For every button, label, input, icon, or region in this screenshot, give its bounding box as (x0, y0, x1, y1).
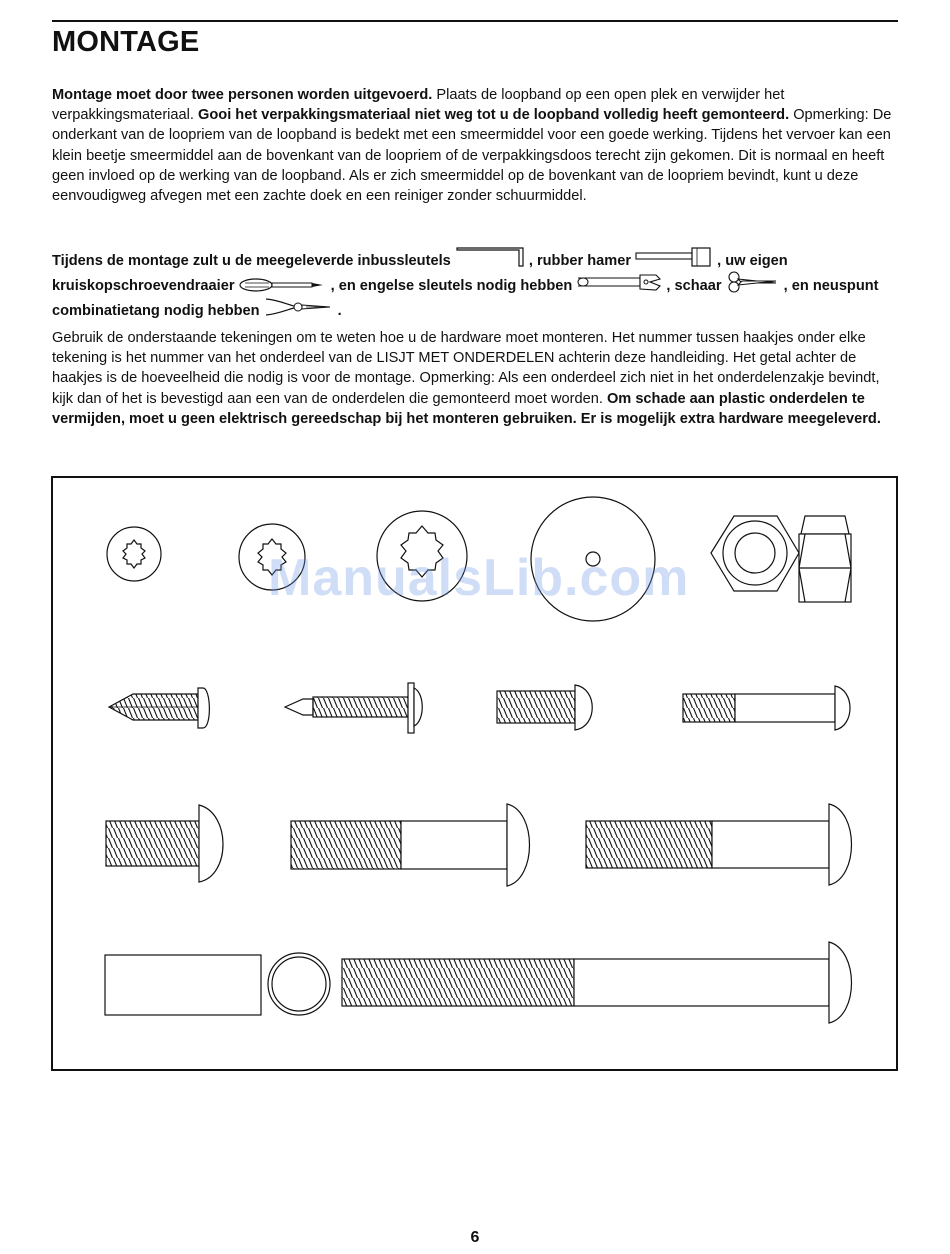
rubber-mallet-icon (635, 246, 713, 268)
tools-text-2: , rubber hamer (524, 253, 636, 269)
hardware-drawings (53, 478, 896, 1069)
ring-spacer (268, 953, 330, 1015)
scissors-icon (726, 271, 780, 293)
tools-text-3: , uw eigen kruiskopschroevendraaier (52, 253, 788, 295)
star-washer-medium (239, 524, 305, 590)
star-washer-small (107, 527, 161, 581)
watermark: ManualsLib.com (268, 549, 690, 607)
tools-text-1: Tijdens de montage zult u de meegeleverde inbussleutels (52, 253, 455, 269)
intro-text-1: Plaats de loopband op een open plek en verwijder het verpakkingsmateriaal. (52, 87, 785, 124)
button-bolt (106, 805, 223, 882)
tools-paragraph (52, 246, 900, 322)
tools-text-4: , en engelse sleutels nodig hebben (326, 278, 577, 295)
adjustable-wrench-icon (576, 271, 662, 293)
star-washer-large (377, 511, 467, 601)
tools-text-6: , en neuspunt combinatietang nodig hebben (52, 278, 879, 320)
extra-long-button-bolt (342, 942, 852, 1023)
tools-text-7: . (333, 303, 342, 320)
intro-text-2: Opmerking: De onderkant van de loopriem van de loopband is bedekt met een smeermiddel voor een goede werking. Tijdens het vervoer kan een klein beetje smeermiddel aan de bovenkant van de loopriem of de verpakkingsdoos terecht zijn gekomen. Dit is normaal en heeft geen invloed op de werking van de loopband. Als er zich smeermiddel op de bovenkant van de loopriem bevindt, kunt u deze eenvoudigweg afvegen met een zachte doek en een reiniger zonder schuurmiddel. (52, 107, 892, 205)
hardware-key-box (51, 476, 898, 1071)
hardware-text-1: Gebruik de onderstaande tekeningen om te weten hoe u de hardware moet monteren. Het nummer tussen haakjes onder elke tekening is het nummer van het onderdeel van de LISJT MET ONDERDELEN achterin deze handleiding. Het getal achter de haakjes is de hoeveelheid die nodig is voor de montage. Opmerking: Als een onderdeel zich niet in het onderdelenzakje bevindt, kijk dan of het is bevestigd aan een van de onderdelen die gemonteerd moet worden. (52, 330, 880, 407)
self-drilling-screw (285, 683, 422, 733)
allen-wrench-icon (455, 246, 525, 268)
long-button-bolt-2 (586, 804, 852, 885)
top-rule (52, 20, 898, 22)
needlenose-pliers-icon (264, 296, 334, 318)
page-title: MONTAGE (52, 26, 200, 58)
spacer (105, 955, 261, 1015)
intro-paragraph (52, 85, 900, 206)
hardware-paragraph (52, 328, 900, 429)
tools-text-5: , schaar (662, 278, 726, 295)
hardware-bold-1: Om schade aan plastic onderdelen te vermijden, moet u geen elektrisch gereedschap bij het monteren gebruiken. Er is mogelijk extra hardware meegeleverd. (52, 390, 881, 427)
tapping-screw (109, 688, 209, 728)
short-button-bolt (497, 685, 592, 730)
flat-washer (531, 497, 655, 621)
long-button-bolt (291, 804, 530, 886)
medium-button-bolt (683, 686, 850, 730)
intro-bold-2: Gooi het verpakkingsmateriaal niet weg tot u de loopband volledig heeft gemonteerd. (198, 107, 790, 124)
page-number: 6 (470, 1229, 480, 1246)
intro-bold-1: Montage moet door twee personen worden uitgevoerd. (52, 87, 433, 103)
hex-nut (711, 516, 799, 591)
nylon-lock-nut (799, 516, 851, 602)
phillips-screwdriver-icon (239, 277, 327, 293)
